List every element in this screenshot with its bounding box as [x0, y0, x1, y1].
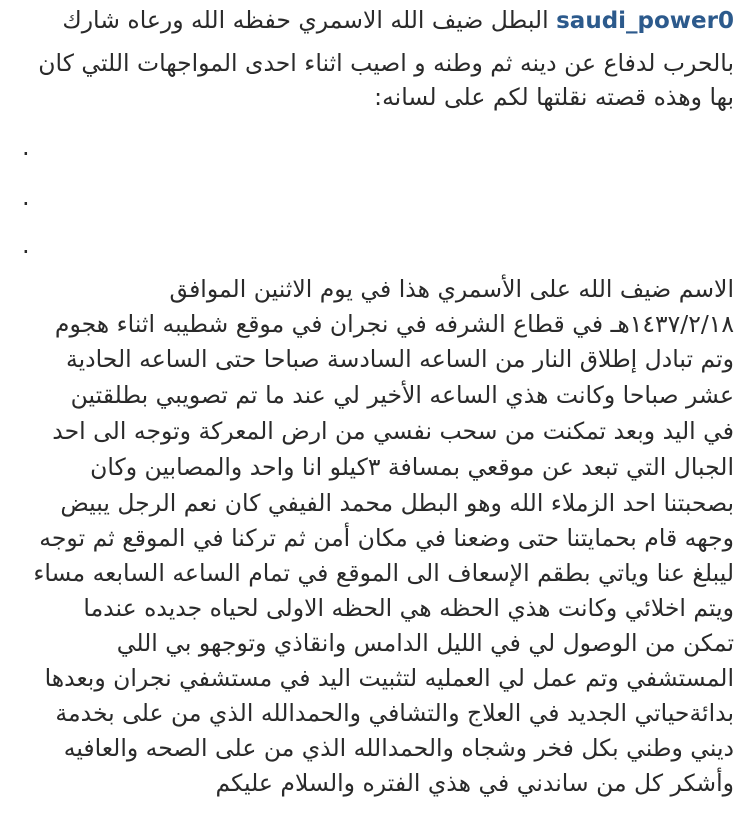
caption-line-16: ويتم اخلائي وكانت هذي الحظه هي الحظه الاولى لحياه جديده عندما [83, 594, 734, 622]
caption-line-9: وتم تبادل إطلاق النار من الساعه السادسة صباحا حتى الساعه الحادية [66, 345, 734, 373]
caption-text: البطل ضيف الله الاسمري حفظه الله ورعاه شارك [62, 6, 549, 34]
username-link[interactable]: saudi_power0 [556, 8, 734, 34]
caption-line-14: وجهه قام بحمايتنا حتى وضعنا في مكان أمن ثم تركنا في الموقع ثم توجه [39, 524, 734, 552]
caption-line-11: في اليد وبعد تمكنت من سحب نفسي من ارض المعركة وتوجه الى احد [52, 417, 734, 445]
caption-line-2: بالحرب لدفاع عن دينه ثم وطنه و اصيب اثناء احدى المواجهات اللتي كان [38, 49, 734, 77]
caption-line-3: بها وهذه قصته نقلتها لكم على لسانه: [374, 83, 734, 111]
caption-line-13: بصحبتنا احد الزملاء الله وهو البطل محمد الفيفي كان نعم الرجل يبيض [60, 489, 734, 517]
caption-line-19: بدائةحياتي الجديد في العلاج والتشافي والحمدالله الذي من على بخدمة [55, 699, 734, 727]
caption-line-1 [22, 3, 734, 38]
caption-line-10: عشر صباحا وكانت هذي الساعه الأخير لي عند ما تم تصويبي بطلقتين [70, 381, 734, 409]
caption-dot-2: . [22, 183, 30, 211]
caption-line-15: ليبلغ عنا وياتي بطقم الإسعاف الى الموقع في تمام الساعه السابعه مساء [33, 559, 734, 587]
post-caption [22, 0, 734, 815]
caption-line-8: ١٤٣٧/٢/١٨هـ في قطاع الشرفه في نجران في موقع شطيبه اثناء هجوم [54, 310, 734, 338]
caption-line-18: المستشفي وتم عمل لي العمليه لتثبيت اليد في مستشفي نجران وبعدها [44, 664, 734, 692]
caption-line-12: الجبال التي تبعد عن موقعي بمسافة ٣كيلو انا واحد والمصابين وكان [90, 453, 734, 481]
caption-dot-1: . [22, 133, 30, 161]
caption-line-7: الاسم ضيف الله على الأسمري هذا في يوم الاثنين الموافق [169, 275, 734, 303]
caption-line-17: تمكن من الوصول لي في الليل الدامس وانقاذي وتوجهو بي اللي [116, 629, 734, 657]
caption-line-20: ديني وطني بكل فخر وشجاه والحمدالله الذي من على الصحه والعافيه [63, 734, 734, 762]
caption-dot-3: . [22, 231, 30, 259]
caption-line-21: وأشكر كل من ساندني في هذي الفتره والسلام عليكم [215, 769, 734, 797]
